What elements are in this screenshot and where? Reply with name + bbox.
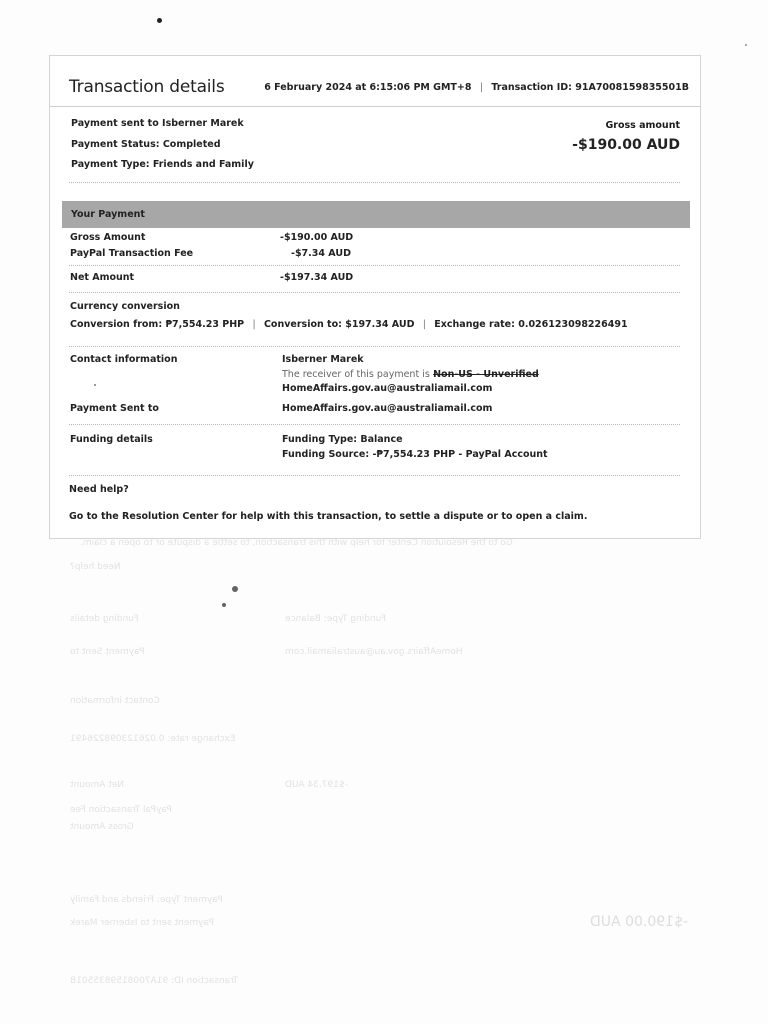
gross-amount-row-label: Gross Amount <box>70 232 146 243</box>
divider <box>69 182 680 183</box>
divider <box>69 265 680 266</box>
scan-speck <box>94 384 96 386</box>
payment-status: Payment Status: Completed <box>71 139 221 150</box>
scan-speck <box>222 603 226 607</box>
exchange-rate: Exchange rate: 0.026123098226491 <box>434 319 628 330</box>
conversion-separator: | <box>422 319 426 330</box>
bleed-through-text: Payment sent to Isberner Marek <box>70 918 214 928</box>
divider <box>69 292 680 293</box>
bleed-through-text: Go to the Resolution Center for help with this transaction, to settle a dispute or to open a claim. <box>80 538 513 548</box>
conversion-separator: | <box>252 319 256 330</box>
divider <box>69 424 680 425</box>
funding-source: Funding Source: -₱7,554.23 PHP - PayPal Account <box>282 449 548 460</box>
card-header <box>50 56 700 107</box>
fee-row-label: PayPal Transaction Fee <box>70 248 194 259</box>
bleed-through-text: Exchange rate: 0.026123098226491 <box>70 734 236 744</box>
net-amount-label: Net Amount <box>70 272 135 283</box>
contact-name: Isberner Marek <box>282 354 364 365</box>
meta-separator: | <box>479 82 484 93</box>
currency-conversion-heading: Currency conversion <box>70 301 180 312</box>
funding-details-label: Funding details <box>70 434 153 445</box>
payment-sent-to-email: HomeAffairs.gov.au@australiamail.com <box>282 403 493 414</box>
divider <box>69 475 680 476</box>
fee-row-value: -$7.34 AUD <box>291 248 351 259</box>
bleed-through-text: Need help? <box>70 562 121 572</box>
bleed-through-text: Funding Type: Balance <box>285 614 387 624</box>
transaction-datetime: 6 February 2024 at 6:15:06 PM GMT+8 <box>264 82 472 93</box>
conversion-from: Conversion from: ₱7,554.23 PHP <box>70 319 245 330</box>
gross-amount-value: -$190.00 AUD <box>572 137 680 153</box>
payment-sent-to-label: Payment Sent to <box>70 403 159 414</box>
bleed-through-text: Payment Sent to <box>70 647 145 657</box>
bleed-through-text: Payment Type: Friends and Family <box>70 895 223 905</box>
bleed-through-text: Funding details <box>70 614 139 624</box>
bleed-through-text: Transaction ID: 91A7008159835501B <box>70 976 239 986</box>
bleed-through-text: PayPal Transaction Fee <box>70 805 172 815</box>
transaction-id: Transaction ID: 91A7008159835501B <box>491 82 689 93</box>
resolution-center-text: Go to the Resolution Center for help with this transaction, to settle a dispute or to open a claim. <box>69 511 588 522</box>
conversion-to: Conversion to: $197.34 AUD <box>263 319 415 330</box>
divider <box>69 346 680 347</box>
receiver-status: Non-US - Unverified <box>433 369 539 380</box>
conversion-line <box>70 319 628 330</box>
bleed-through-text: Gross Amount <box>70 822 134 832</box>
bleed-through-text: Net Amount <box>70 780 125 790</box>
gross-amount-label: Gross amount <box>605 120 680 131</box>
transaction-meta <box>264 82 689 93</box>
need-help-heading: Need help? <box>69 484 129 495</box>
payment-recipient: Payment sent to Isberner Marek <box>71 118 244 129</box>
contact-email: HomeAffairs.gov.au@australiamail.com <box>282 383 493 394</box>
gross-amount-row-value: -$190.00 AUD <box>280 232 354 243</box>
net-amount-value: -$197.34 AUD <box>280 272 354 283</box>
your-payment-title: Your Payment <box>71 209 145 220</box>
page-title: Transaction details <box>69 77 225 97</box>
bleed-through-text: Contact information <box>70 696 160 706</box>
transaction-details-card <box>49 55 701 539</box>
scan-speck <box>232 586 238 592</box>
contact-info-label: Contact information <box>70 354 178 365</box>
receiver-status-line <box>282 369 539 380</box>
bleed-through-text: HomeAffairs.gov.au@australiamail.com <box>285 647 463 657</box>
receiver-status-prefix: The receiver of this payment is <box>282 369 430 380</box>
funding-type: Funding Type: Balance <box>282 434 403 445</box>
scan-speck <box>745 44 747 46</box>
bleed-through-text: -$190.00 AUD <box>590 914 688 930</box>
scan-speck <box>157 18 162 23</box>
payment-type: Payment Type: Friends and Family <box>71 159 254 170</box>
your-payment-band <box>62 201 690 228</box>
bleed-through-text: -$197.34 AUD <box>285 780 348 790</box>
